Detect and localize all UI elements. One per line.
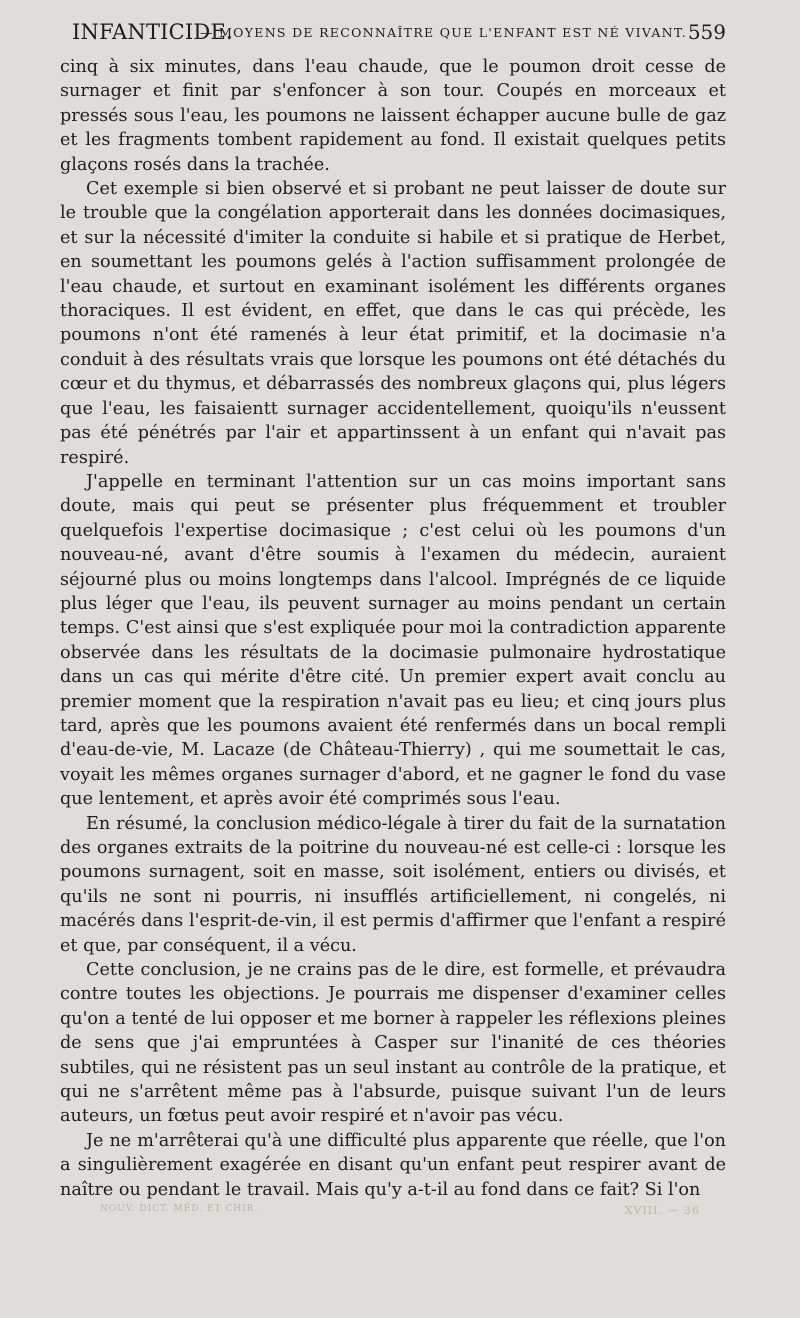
paragraph: J'appelle en terminant l'attention sur un cas moins important sans doute, mais qui peut se présenter plus fréquemment et troubler quelquefois l'expertise docimasique ; c'est celui où les poumons d'un nouveau-né, avant d'être soumis à l'examen du médecin, auraient séjourné plus ou moins longtemps dans l'alcool. Imprégnés de ce liquide plus léger que l'eau, ils peuvent surnager au moins pendant un certain temps. C'est ainsi que s'est expliquée pour moi la contradiction apparente observée dans les résultats de la docimasie pulmonaire hydrostatique dans un cas qui mérite d'être cité. Un premier expert avait conclu au premier moment que la respiration n'avait pas eu lieu; et cinq jours plus tard, après que les poumons avaient été renfermés dans un bocal rempli d'eau-de-vie, M. Lacaze (de Château-Thierry) , qui me soumettait le cas, voyait les mêmes organes surnager d'abord, et ne gagner le fond du vase que lentement, et après avoir été comprimés sous l'eau. <box>60 471 726 810</box>
signature-left: NOUV. DICT. MÉD. ET CHIR. <box>100 1204 259 1214</box>
signature-right: XVIII. — 36 <box>624 1204 700 1217</box>
body-text <box>60 55 726 1202</box>
paragraph: Cet exemple si bien observé et si probant ne peut laisser de doute sur le trouble que la congélation apporterait dans les données docimasiques, et sur la nécessité d'imiter la conduite si habile et si pratique de Herbet, en soumettant les poumons gelés à l'action suffisamment prolongée de l'eau chaude, et surtout en examinant isolément les différents organes thoraciques. Il est évident, en effet, que dans le cas qui précède, les poumons n'ont été ramenés à leur état primitif, et la docimasie n'a conduit à des résultats vrais que lorsque les poumons ont été détachés du cœur et du thymus, et débarrassés des nombreux glaçons qui, plus légers que l'eau, les faisaientt surnager accidentellement, quoiqu'ils n'eussent pas été pénétrés par l'air et appartinssent à un enfant qui n'avait pas respiré. <box>60 179 726 468</box>
running-subtitle: — MOYENS DE RECONNAÎTRE QUE L'ENFANT EST NÉ VIVANT. <box>200 25 687 40</box>
paragraph: cinq à six minutes, dans l'eau chaude, que le poumon droit cesse de surnager et finit par s'enfoncer à son tour. Coupés en morceaux et pressés sous l'eau, les poumons ne laissent échapper aucune bulle de gaz et les fragments tombent rapidement au fond. Il existait quelques petits glaçons rosés dans la trachée. <box>60 57 726 175</box>
paragraph: Cette conclusion, je ne crains pas de le dire, est formelle, et prévaudra contre toutes les objections. Je pourrais me dispenser d'examiner celles qu'on a tenté de lui opposer et me borner à rappeler les réflexions pleines de sens que j'ai empruntées à Casper sur l'inanité de ces théories subtiles, qui ne résistent pas un seul instant au contrôle de la pratique, et qui ne s'arrêtent même pas à l'absurde, puisque suivant l'un de leurs auteurs, un fœtus peut avoir respiré et n'avoir pas vécu. <box>60 960 726 1127</box>
paragraph: En résumé, la conclusion médico-légale à tirer du fait de la surnatation des organes extraits de la poitrine du nouveau-né est celle-ci : lorsque les poumons surnagent, soit en masse, soit isolément, entiers ou divisés, et qu'ils ne sont ni pourris, ni insufflés artificiellement, ni congelés, ni macérés dans l'esprit-de-vin, il est permis d'affirmer que l'enfant a respiré et que, par conséquent, il a vécu. <box>60 813 726 956</box>
running-title: INFANTICIDE. <box>72 20 233 44</box>
paragraph: Je ne m'arrêterai qu'à une difficulté plus apparente que réelle, que l'on a singulièrement exagérée en disant qu'un enfant peut respirer avant de naître ou pendant le travail. Mais qu'y a-t-il au fond dans ce fait? Si l'on <box>60 1130 726 1200</box>
signature-line <box>100 1204 700 1224</box>
running-header <box>72 18 726 52</box>
page-number: 559 <box>687 20 726 44</box>
